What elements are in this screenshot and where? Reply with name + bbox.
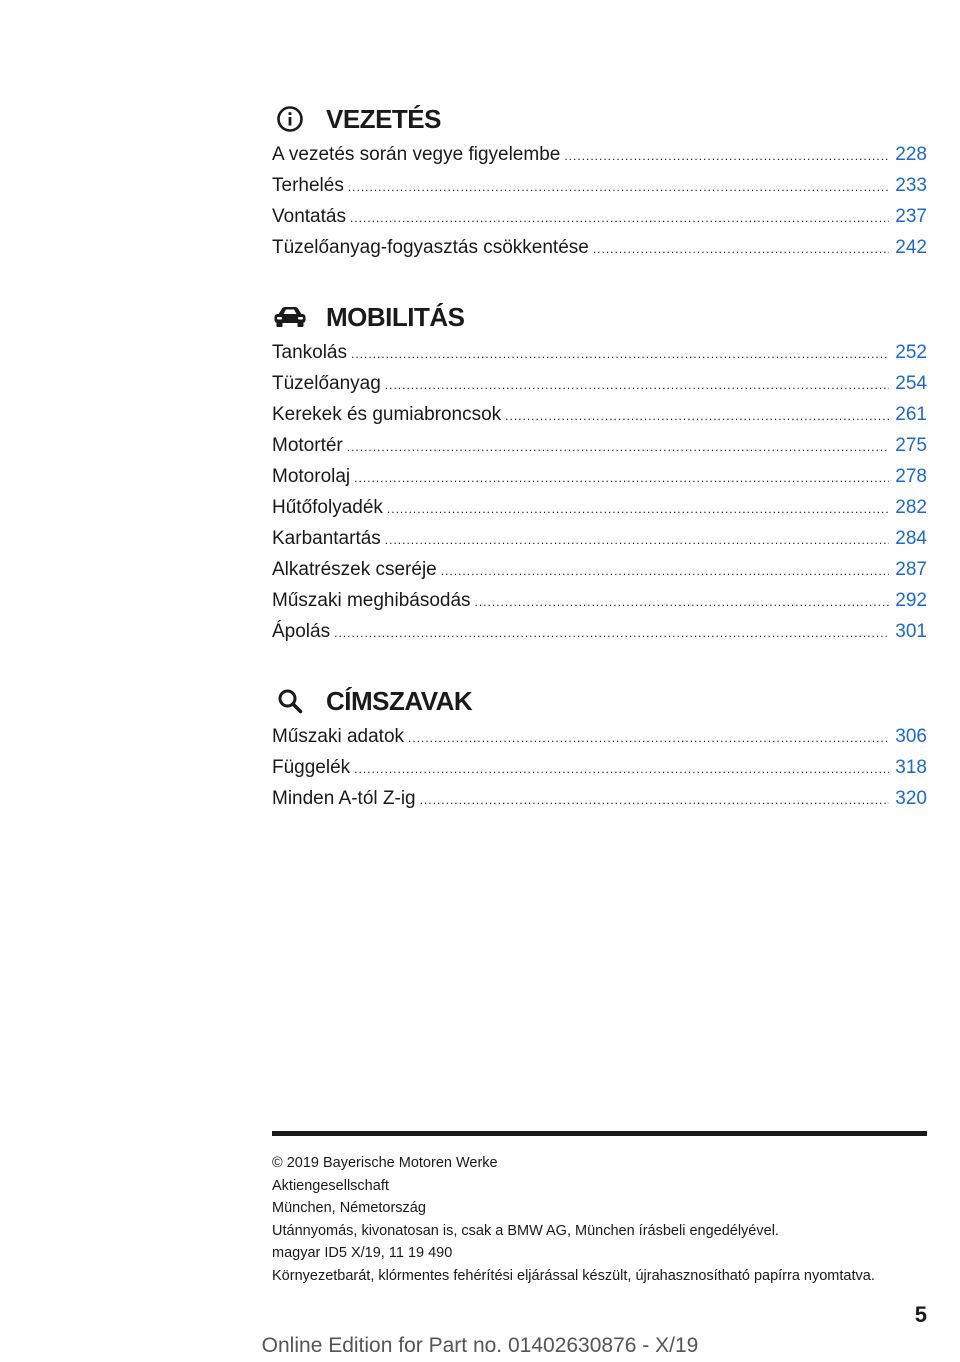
toc-page-link[interactable]: 242 <box>895 237 927 258</box>
toc-page-link[interactable]: 282 <box>895 497 927 518</box>
toc-entry-label: Motorolaj <box>272 466 351 487</box>
section-title: MOBILITÁS <box>326 301 465 332</box>
imprint-line: magyar ID5 X/19, 11 19 490 <box>272 1245 453 1261</box>
toc-entry-label: Vontatás <box>272 206 346 227</box>
leader-dots <box>420 793 890 807</box>
toc-entry-label: Terhelés <box>272 175 344 196</box>
toc-page-link[interactable]: 252 <box>895 342 927 363</box>
leader-dots <box>475 595 890 609</box>
section-header <box>272 96 927 142</box>
copyright-line: © 2019 Bayerische Motoren Werke <box>272 1155 498 1171</box>
toc-entry[interactable] <box>272 757 927 788</box>
toc-entry-label: Kerekek és gumiabroncsok <box>272 404 502 425</box>
toc-page-link[interactable]: 292 <box>895 590 927 611</box>
section-cimszavak <box>272 678 927 819</box>
imprint-line: Aktiengesellschaft <box>272 1177 389 1194</box>
section-title: VEZETÉS <box>326 103 441 134</box>
car-icon <box>272 303 308 331</box>
toc-entry-label: Alkatrészek cseréje <box>272 559 437 580</box>
leader-dots <box>334 626 889 640</box>
leader-dots <box>348 180 889 194</box>
toc-entry-label: Ápolás <box>272 621 331 642</box>
leader-dots <box>441 564 890 578</box>
toc-entry-label: Függelék <box>272 757 351 778</box>
imprint-line: Utánnyomás, kivonatosan is, csak a BMW AG, München írásbeli engedélyével. <box>272 1222 779 1239</box>
leader-dots <box>350 211 889 225</box>
toc-page-link[interactable]: 261 <box>895 404 927 425</box>
toc-page-link[interactable]: 275 <box>895 435 927 456</box>
leader-dots <box>385 533 890 547</box>
toc-page-link[interactable]: 301 <box>895 621 927 642</box>
toc-entry[interactable] <box>272 590 927 621</box>
toc-page-link[interactable]: 287 <box>895 559 927 580</box>
leader-dots <box>564 149 889 163</box>
toc-page-link[interactable]: 306 <box>895 726 927 747</box>
toc-entry-label: Tankolás <box>272 342 347 363</box>
footer-divider <box>272 1131 927 1136</box>
imprint-line: München, Németország <box>272 1200 426 1216</box>
toc-entry-label: Minden A-tól Z-ig <box>272 788 416 809</box>
toc-page-link[interactable]: 254 <box>895 373 927 394</box>
toc-page-link[interactable]: 284 <box>895 528 927 549</box>
toc-entry[interactable] <box>272 788 927 819</box>
section-vezetes <box>272 96 927 268</box>
toc-entry[interactable] <box>272 404 927 435</box>
leader-dots <box>387 502 889 516</box>
leader-dots <box>347 440 890 454</box>
toc-entry-label: Motortér <box>272 435 343 456</box>
toc-page-link[interactable]: 320 <box>895 788 927 809</box>
toc-entry-label: Tüzelőanyag <box>272 373 381 394</box>
toc-entry[interactable] <box>272 373 927 404</box>
toc-page-link[interactable]: 318 <box>895 757 927 778</box>
toc-entry[interactable] <box>272 621 927 652</box>
toc-page-link[interactable]: 278 <box>895 466 927 487</box>
toc-entry[interactable] <box>272 466 927 497</box>
toc-entry-label: Műszaki meghibásodás <box>272 590 471 611</box>
toc-entry-label: Karbantartás <box>272 528 381 549</box>
toc-entry-label: Hűtőfolyadék <box>272 497 383 518</box>
section-mobilitas <box>272 294 927 652</box>
toc-page-link[interactable]: 228 <box>895 144 927 165</box>
imprint-line: Környezetbarát, klórmentes fehérítési eljárással készült, újrahasznosítható papírra nyomtatva. <box>272 1267 875 1284</box>
toc-entry[interactable] <box>272 237 927 268</box>
toc-entry[interactable] <box>272 144 927 175</box>
toc-entry[interactable] <box>272 528 927 559</box>
search-icon <box>272 687 308 715</box>
toc-entry[interactable] <box>272 342 927 373</box>
toc-entry[interactable] <box>272 206 927 237</box>
leader-dots <box>354 762 889 776</box>
leader-dots <box>385 378 890 392</box>
table-of-contents <box>272 96 927 845</box>
toc-entry-label: A vezetés során vegye figyelembe <box>272 144 561 165</box>
toc-entry-label: Tüzelőanyag-fogyasztás csökkentése <box>272 237 589 258</box>
toc-entry[interactable] <box>272 175 927 206</box>
leader-dots <box>505 409 889 423</box>
leader-dots <box>593 242 889 256</box>
section-header <box>272 294 927 340</box>
section-title: CÍMSZAVAK <box>326 685 473 716</box>
footer-imprint <box>272 1131 927 1287</box>
info-icon <box>272 105 308 133</box>
toc-page-link[interactable]: 237 <box>895 206 927 227</box>
section-header <box>272 678 927 724</box>
toc-page-link[interactable]: 233 <box>895 175 927 196</box>
leader-dots <box>408 731 889 745</box>
toc-entry[interactable] <box>272 497 927 528</box>
leader-dots <box>351 347 889 361</box>
toc-entry-label: Műszaki adatok <box>272 726 405 747</box>
page-number: 5 <box>914 1302 927 1327</box>
toc-entry[interactable] <box>272 559 927 590</box>
online-edition-watermark: Online Edition for Part no. 01402630876 - X/19 <box>261 1334 699 1357</box>
toc-entry[interactable] <box>272 726 927 757</box>
leader-dots <box>354 471 889 485</box>
toc-entry[interactable] <box>272 435 927 466</box>
